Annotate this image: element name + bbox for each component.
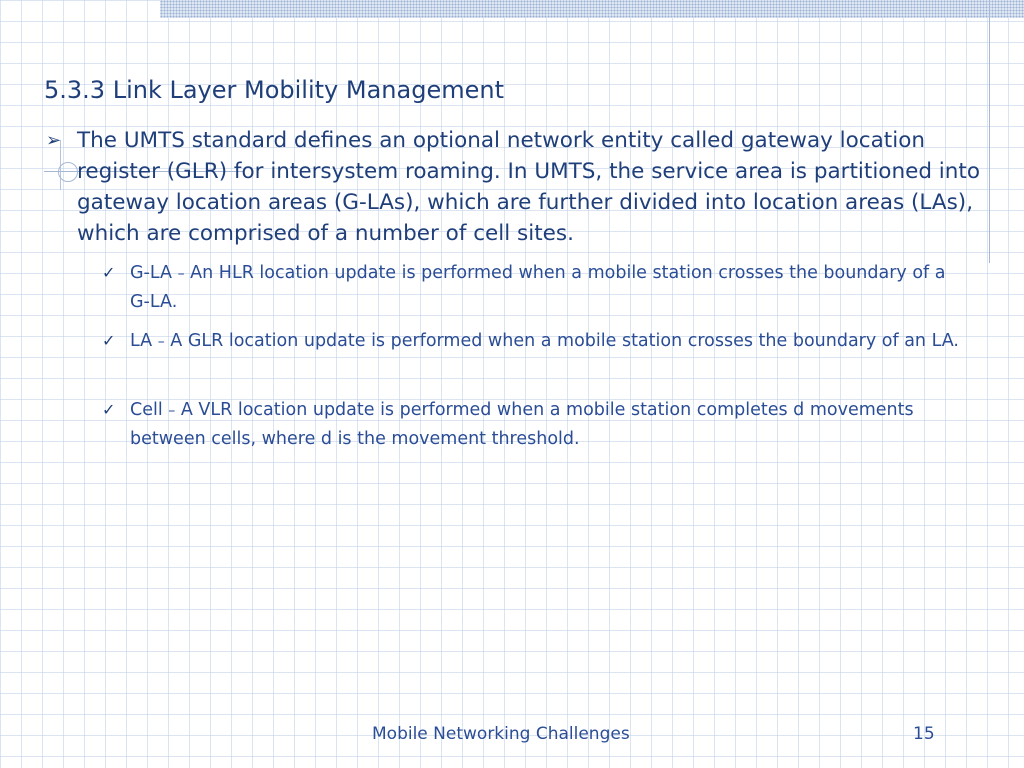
sub-bullet-term: Cell	[130, 400, 163, 420]
sub-bullet-cell	[102, 396, 962, 453]
check-icon: ✓	[102, 331, 116, 350]
check-icon: ✓	[102, 400, 116, 419]
arrow-bullet-icon: ➢	[46, 130, 62, 151]
sub-bullet-dash: –	[157, 334, 165, 350]
main-bullet-text: The UMTS standard defines an optional network entity called gateway location register (GLR) for intersystem roaming. In UMTS, the service area is partitioned into gateway location areas (G-LAs), which are further divided into location areas (LAs), which are comprised of a number of cell sites.	[77, 128, 980, 246]
sub-bullet-g-la	[102, 259, 962, 316]
main-bullet	[46, 125, 991, 249]
sub-bullet-term: LA	[130, 331, 153, 351]
slide-title: 5.3.3 Link Layer Mobility Management	[44, 76, 504, 104]
slide-footer	[0, 724, 1024, 748]
footer-title: Mobile Networking Challenges	[372, 724, 630, 744]
sub-bullet-term: G-LA	[130, 263, 172, 283]
check-icon: ✓	[102, 263, 116, 282]
header-pattern-band	[160, 0, 1024, 18]
sub-bullet-la	[102, 327, 962, 356]
sub-bullet-text: An HLR location update is performed when a mobile station crosses the boundary of a G-LA.	[130, 263, 946, 312]
sub-bullet-text: A GLR location update is performed when a mobile station crosses the boundary of an LA.	[170, 331, 959, 351]
sub-bullet-text: A VLR location update is performed when a mobile station completes d movements between cells, where d is the movement threshold.	[130, 400, 914, 449]
sub-bullet-dash: –	[168, 403, 176, 419]
sub-bullet-dash: –	[177, 266, 185, 282]
page-number: 15	[913, 724, 935, 744]
